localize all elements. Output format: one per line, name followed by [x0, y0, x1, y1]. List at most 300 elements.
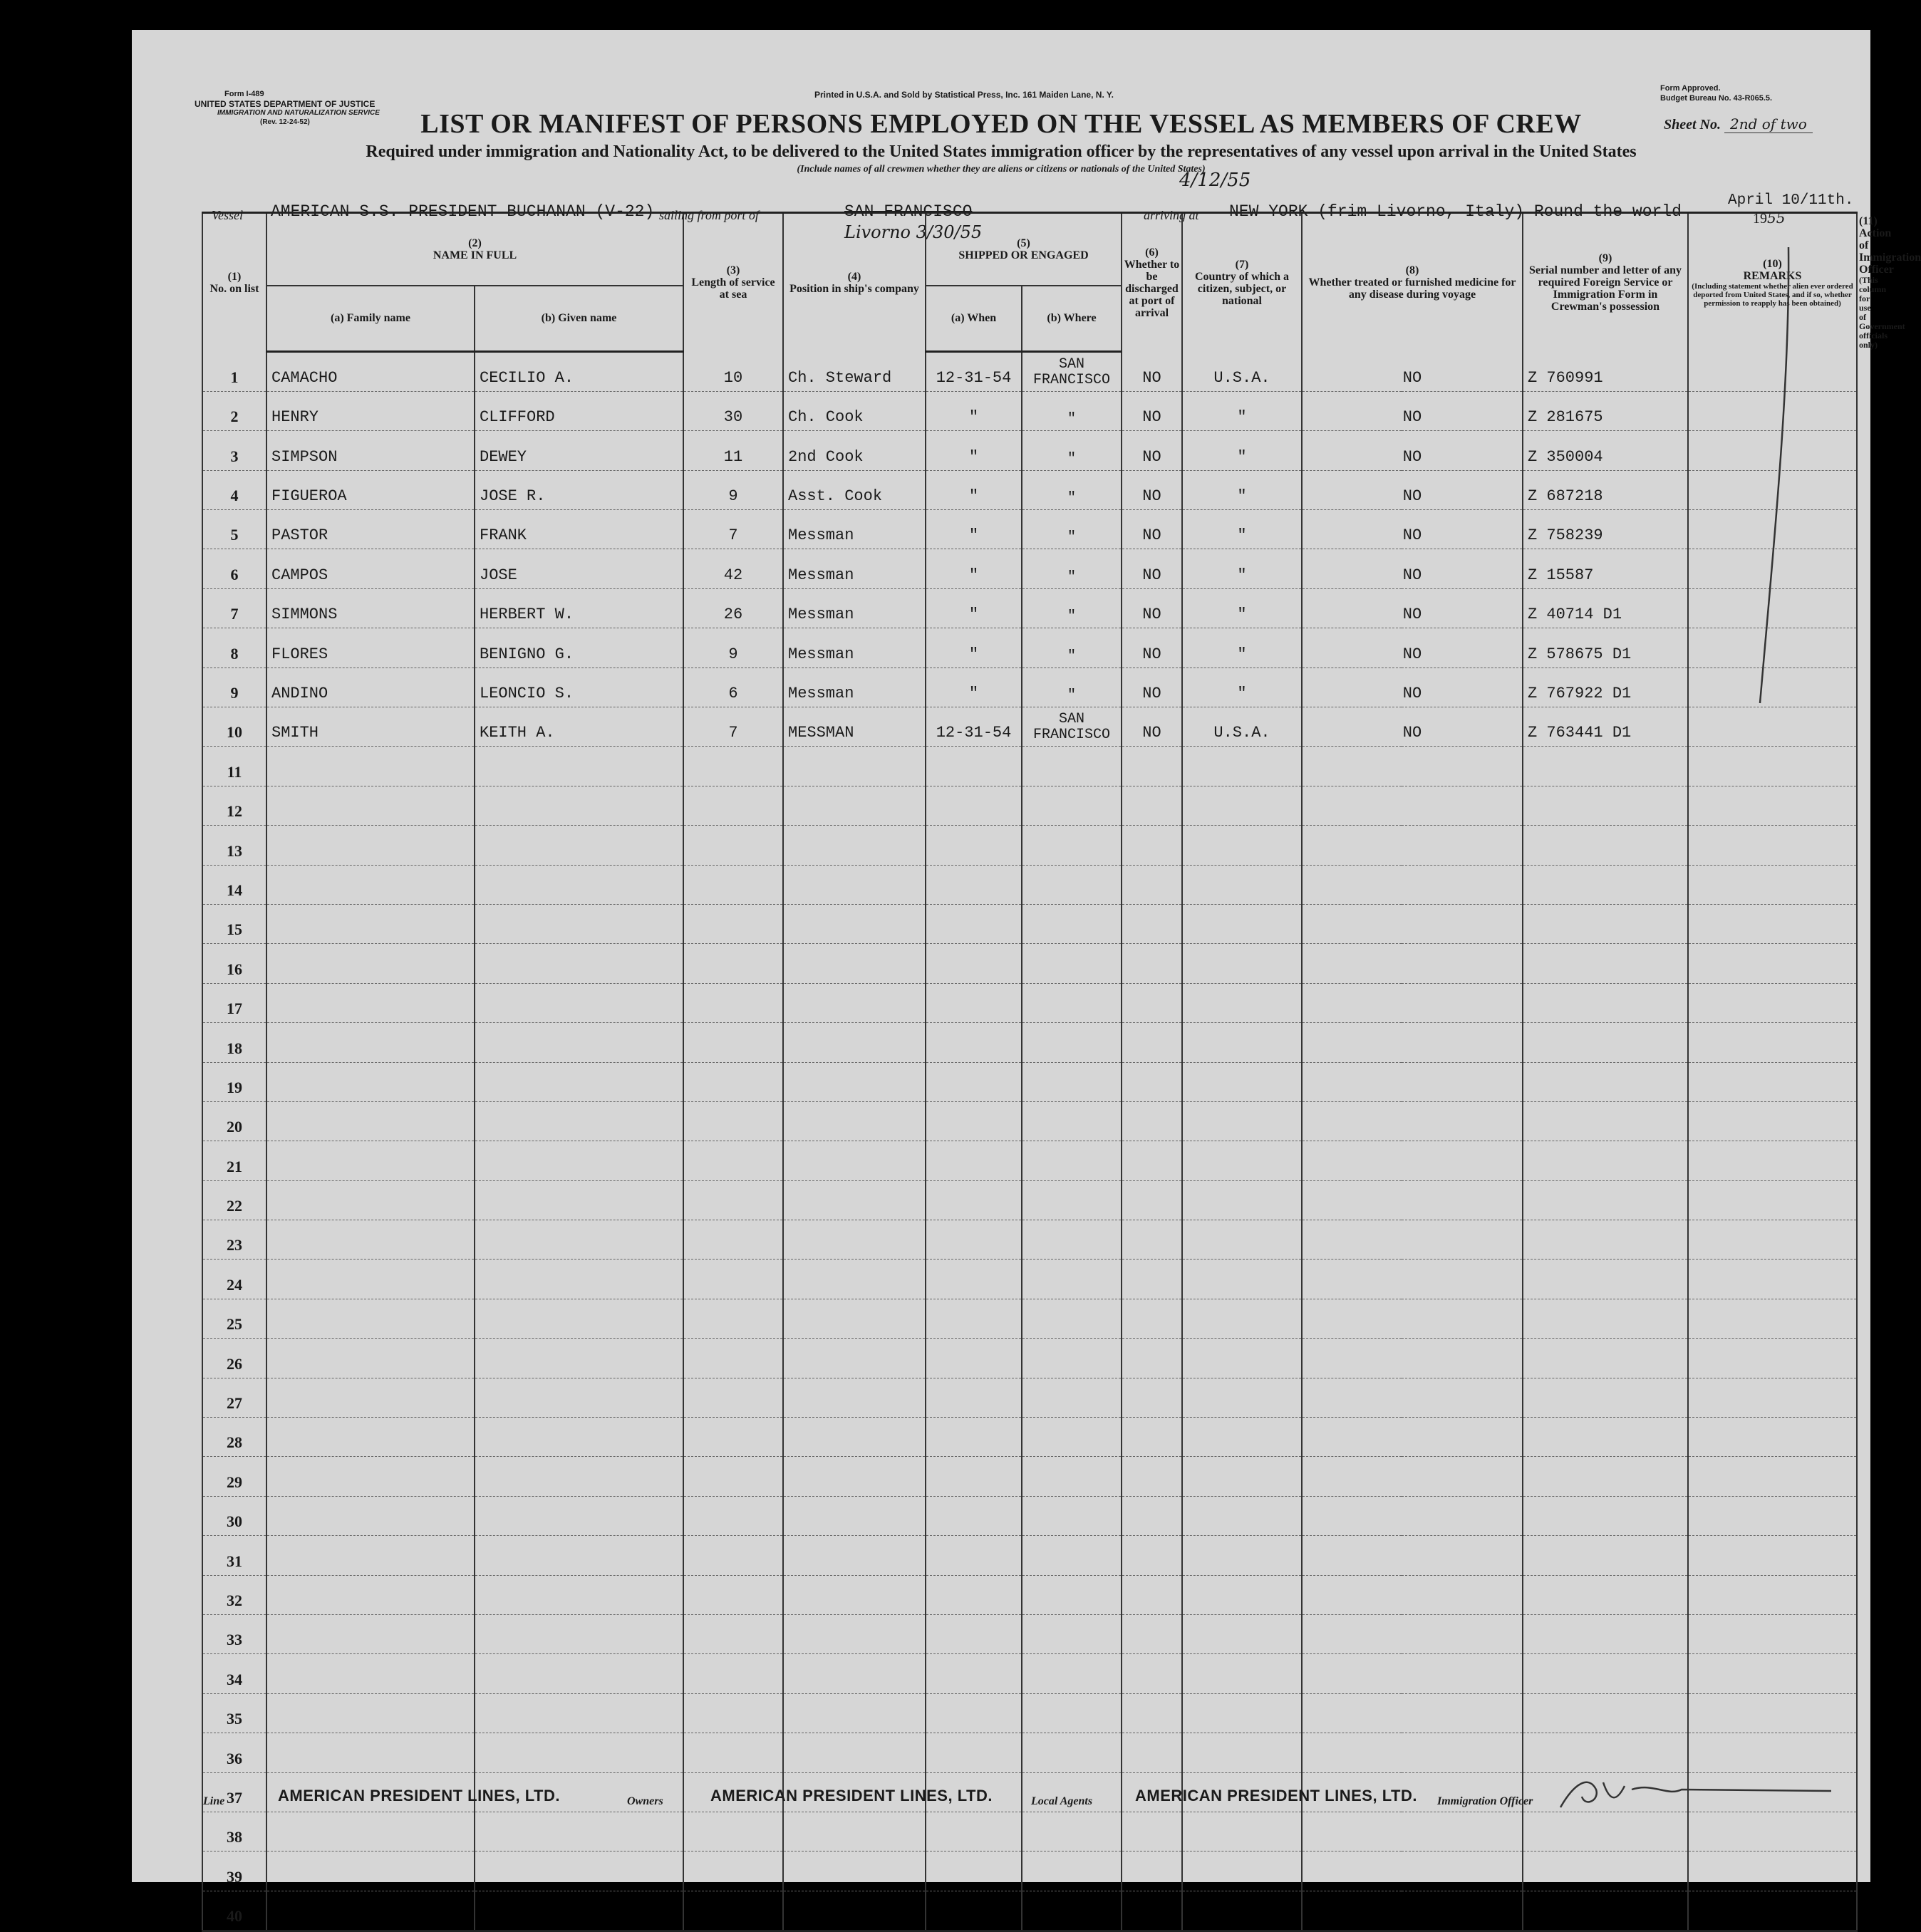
- shipped-where-cell: ": [1022, 510, 1122, 549]
- family-name-cell: [266, 1101, 475, 1141]
- remarks-cell: [1688, 747, 1857, 786]
- serial-cell: [1523, 1693, 1688, 1733]
- row-number: 19: [202, 1062, 266, 1101]
- position-cell: [783, 1733, 926, 1772]
- col-header-discharged: (6) Whether to be discharged at port of arrival: [1122, 213, 1182, 352]
- treated-cell: [1302, 1260, 1523, 1299]
- position-cell: [783, 1812, 926, 1851]
- serial-cell: [1523, 1220, 1688, 1260]
- given-name-cell: [475, 1141, 683, 1180]
- service-cell: [683, 1575, 783, 1614]
- position-cell: [783, 1299, 926, 1338]
- row-number: 15: [202, 904, 266, 943]
- country-cell: [1182, 1378, 1302, 1417]
- discharge-cell: NO: [1122, 431, 1182, 470]
- service-cell: [683, 1812, 783, 1851]
- row-number: 11: [202, 747, 266, 786]
- position-cell: [783, 1260, 926, 1299]
- service-cell: [683, 983, 783, 1022]
- service-cell: 30: [683, 391, 783, 430]
- remarks-cell: [1688, 1615, 1857, 1654]
- serial-cell: [1523, 1496, 1688, 1535]
- country-cell: [1182, 1457, 1302, 1496]
- treated-cell: [1302, 1101, 1523, 1141]
- position-cell: [783, 865, 926, 904]
- row-number: 24: [202, 1260, 266, 1299]
- discharge-cell: [1122, 1615, 1182, 1654]
- col-header-where: (b) Where: [1022, 286, 1122, 351]
- family-name-cell: [266, 1575, 475, 1614]
- shipped-where-cell: [1022, 747, 1122, 786]
- position-cell: Messman: [783, 549, 926, 588]
- treated-cell: NO: [1302, 588, 1523, 628]
- discharge-cell: [1122, 1141, 1182, 1180]
- col-header-given-name: (b) Given name: [475, 286, 683, 351]
- remarks-cell: [1688, 1101, 1857, 1141]
- position-cell: [783, 1101, 926, 1141]
- discharge-cell: [1122, 1852, 1182, 1891]
- position-cell: [783, 1615, 926, 1654]
- discharge-cell: [1122, 1536, 1182, 1575]
- remarks-cell: [1688, 826, 1857, 865]
- col-header-service: (3) Length of service at sea: [683, 213, 783, 352]
- printer-line: Printed in U.S.A. and Sold by Statistical Press, Inc. 161 Maiden Lane, N. Y.: [814, 90, 1114, 100]
- country-cell: [1182, 1260, 1302, 1299]
- col-header-position: (4) Position in ship's company: [783, 213, 926, 352]
- remarks-cell: [1688, 1536, 1857, 1575]
- shipped-where-cell: [1022, 1378, 1122, 1417]
- country-cell: ": [1182, 588, 1302, 628]
- row-number: 27: [202, 1378, 266, 1417]
- shipped-where-cell: [1022, 1180, 1122, 1220]
- shipped-where-cell: [1022, 1220, 1122, 1260]
- remarks-cell: [1688, 865, 1857, 904]
- discharge-cell: [1122, 786, 1182, 825]
- given-name-cell: FRANK: [475, 510, 683, 549]
- treated-cell: [1302, 747, 1523, 786]
- shipped-where-cell: [1022, 1615, 1122, 1654]
- serial-cell: [1523, 1101, 1688, 1141]
- given-name-cell: JOSE R.: [475, 470, 683, 509]
- remarks-cell: [1688, 983, 1857, 1022]
- treated-cell: [1302, 1378, 1523, 1417]
- col-header-no: (1) No. on list: [202, 213, 266, 352]
- crew-rows: [202, 351, 1857, 1931]
- table-row: [202, 1891, 1857, 1931]
- country-cell: [1182, 1852, 1302, 1891]
- shipped-when-cell: [926, 944, 1022, 983]
- given-name-cell: [475, 1260, 683, 1299]
- shipped-where-cell: [1022, 1418, 1122, 1457]
- family-name-cell: [266, 1418, 475, 1457]
- country-cell: ": [1182, 391, 1302, 430]
- vessel-label: Vessel: [212, 208, 243, 222]
- table-row: [202, 470, 1857, 509]
- position-cell: [783, 1418, 926, 1457]
- row-number: 18: [202, 1023, 266, 1062]
- treated-cell: [1302, 1418, 1523, 1457]
- country-cell: [1182, 1299, 1302, 1338]
- treated-cell: [1302, 1023, 1523, 1062]
- shipped-where-cell: [1022, 1852, 1122, 1891]
- row-number: 10: [202, 707, 266, 747]
- remarks-cell: [1688, 944, 1857, 983]
- row-number: 34: [202, 1654, 266, 1693]
- given-name-cell: [475, 1812, 683, 1851]
- row-number: 6: [202, 549, 266, 588]
- col-header-when: (a) When: [926, 286, 1022, 351]
- position-cell: [783, 1536, 926, 1575]
- col-header-name: (2) NAME IN FULL: [266, 213, 683, 286]
- treated-cell: [1302, 1891, 1523, 1931]
- check-mark-column: [1746, 240, 1831, 710]
- year-prefix: 19: [1753, 211, 1767, 227]
- handwritten-port-note: Livorno 3/30/55: [844, 222, 983, 242]
- shipped-where-cell: [1022, 904, 1122, 943]
- treated-cell: NO: [1302, 510, 1523, 549]
- given-name-cell: [475, 983, 683, 1022]
- family-name-cell: [266, 1180, 475, 1220]
- discharge-cell: [1122, 865, 1182, 904]
- family-name-cell: [266, 1260, 475, 1299]
- year-value: 55: [1767, 209, 1786, 227]
- country-cell: ": [1182, 431, 1302, 470]
- serial-cell: [1523, 786, 1688, 825]
- service-cell: 11: [683, 431, 783, 470]
- given-name-cell: [475, 1299, 683, 1338]
- position-cell: Ch. Cook: [783, 391, 926, 430]
- remarks-cell: [1688, 1457, 1857, 1496]
- service-cell: 10: [683, 351, 783, 391]
- service-cell: [683, 1180, 783, 1220]
- arriving-port: NEW YORK (frim Livorno, Italy) Round the world: [1229, 202, 1682, 221]
- discharge-cell: [1122, 1260, 1182, 1299]
- table-row: [202, 391, 1857, 430]
- family-name-cell: [266, 1378, 475, 1417]
- country-cell: [1182, 1654, 1302, 1693]
- remarks-cell: [1688, 786, 1857, 825]
- serial-cell: Z 40714 D1: [1523, 588, 1688, 628]
- shipped-where-cell: [1022, 865, 1122, 904]
- treated-cell: NO: [1302, 549, 1523, 588]
- row-number: 4: [202, 470, 266, 509]
- position-cell: [783, 1062, 926, 1101]
- row-number: 13: [202, 826, 266, 865]
- discharge-cell: [1122, 1378, 1182, 1417]
- shipped-when-cell: [926, 1062, 1022, 1101]
- given-name-cell: [475, 1101, 683, 1141]
- given-name-cell: [475, 747, 683, 786]
- service-cell: 42: [683, 549, 783, 588]
- shipped-when-cell: [926, 826, 1022, 865]
- treated-cell: [1302, 1339, 1523, 1378]
- serial-cell: Z 767922 D1: [1523, 668, 1688, 707]
- country-cell: [1182, 747, 1302, 786]
- shipped-when-cell: [926, 1654, 1022, 1693]
- shipped-where-cell: ": [1022, 668, 1122, 707]
- serial-cell: [1523, 1260, 1688, 1299]
- service-cell: [683, 1023, 783, 1062]
- remarks-cell: [1688, 1693, 1857, 1733]
- shipped-where-cell: [1022, 983, 1122, 1022]
- service-cell: [683, 786, 783, 825]
- position-cell: Messman: [783, 510, 926, 549]
- serial-cell: [1523, 747, 1688, 786]
- shipped-when-cell: ": [926, 628, 1022, 668]
- shipped-where-cell: ": [1022, 549, 1122, 588]
- position-cell: [783, 747, 926, 786]
- serial-cell: [1523, 983, 1688, 1022]
- family-name-cell: FIGUEROA: [266, 470, 475, 509]
- position-cell: [783, 1180, 926, 1220]
- position-cell: [783, 1654, 926, 1693]
- family-name-cell: SMITH: [266, 707, 475, 747]
- table-row: [202, 1418, 1857, 1457]
- agents-value: AMERICAN PRESIDENT LINES, LTD.: [1135, 1787, 1417, 1804]
- shipped-when-cell: ": [926, 588, 1022, 628]
- service-cell: [683, 944, 783, 983]
- treated-cell: [1302, 1575, 1523, 1614]
- family-name-cell: [266, 1339, 475, 1378]
- shipped-when-cell: [926, 1378, 1022, 1417]
- treated-cell: [1302, 1693, 1523, 1733]
- country-cell: [1182, 1141, 1302, 1180]
- discharge-cell: [1122, 1496, 1182, 1535]
- shipped-when-cell: ": [926, 470, 1022, 509]
- serial-cell: [1523, 1654, 1688, 1693]
- position-cell: [783, 1496, 926, 1535]
- family-name-cell: [266, 1693, 475, 1733]
- line-label: Line: [203, 1795, 225, 1807]
- position-cell: [783, 1339, 926, 1378]
- row-number: 39: [202, 1852, 266, 1891]
- row-number: 35: [202, 1693, 266, 1733]
- discharge-cell: [1122, 1339, 1182, 1378]
- revision: (Rev. 12-24-52): [260, 118, 310, 126]
- family-name-cell: [266, 747, 475, 786]
- discharge-cell: [1122, 1062, 1182, 1101]
- shipped-where-cell: [1022, 1339, 1122, 1378]
- serial-cell: [1523, 1575, 1688, 1614]
- serial-cell: [1523, 1378, 1688, 1417]
- country-cell: [1182, 1891, 1302, 1931]
- position-cell: [783, 1457, 926, 1496]
- treated-cell: [1302, 1852, 1523, 1891]
- given-name-cell: [475, 1023, 683, 1062]
- shipped-where-cell: [1022, 1654, 1122, 1693]
- shipped-where-cell: [1022, 1693, 1122, 1733]
- serial-cell: [1523, 1141, 1688, 1180]
- treated-cell: NO: [1302, 431, 1523, 470]
- form-approved: Form Approved.: [1660, 84, 1721, 93]
- service-cell: [683, 1852, 783, 1891]
- shipped-when-cell: [926, 983, 1022, 1022]
- given-name-cell: [475, 786, 683, 825]
- shipped-where-cell: [1022, 786, 1122, 825]
- discharge-cell: NO: [1122, 668, 1182, 707]
- given-name-cell: BENIGNO G.: [475, 628, 683, 668]
- family-name-cell: [266, 1733, 475, 1772]
- family-name-cell: [266, 944, 475, 983]
- family-name-cell: [266, 1457, 475, 1496]
- country-cell: [1182, 1220, 1302, 1260]
- family-name-cell: [266, 1891, 475, 1931]
- position-cell: [783, 1220, 926, 1260]
- country-cell: [1182, 1180, 1302, 1220]
- row-number: 32: [202, 1575, 266, 1614]
- shipped-when-cell: [926, 747, 1022, 786]
- service-cell: [683, 904, 783, 943]
- serial-cell: Z 687218: [1523, 470, 1688, 509]
- country-cell: U.S.A.: [1182, 707, 1302, 747]
- table-row: [202, 1852, 1857, 1891]
- crew-table: (1) No. on list (2) NAME IN FULL (3) Length of service at sea (4) Position in ship's company (5) SHIPPED OR ENGAGED (6) Whether to be discharged at port of arrival (7) Country of which a citizen, subject, or national (8) Whether treated or furnished medicine for any disease during voyage (9) Serial number and letter of any required Foreign Service or Immigration Form in Crewman's possession (10) REMARKS (Including statement whether alien ever ordered deported from United States, and if so, whether permission to reapply has been obtained) (11) Action of Immigration Officer (This column for use of Government officials only) (a) Family name (b) Given name (a) When (b) Where 1 CAMACHO CECILIO A. 10 Ch. Steward 12-31-54 SAN FRANCISCO NO U.S.A. NO Z 760991 2 HENRY CLIFFORD 30 Ch. Cook " " NO " NO Z 281675 3 SIMPSON DEWEY 11 2nd Cook " " NO " NO Z 350004 4 FIGUEROA JOSE R. 9 Asst. Cook " " NO " NO Z 687218 5 PASTOR FRANK 7 Messman " " NO " NO Z 758239 6 CAMPOS JOSE 42 Messman " " NO " NO Z 15587 7 SIMMONS HERBERT W. 26 Messman " " NO " NO Z 40714 D1 8 FLORES BENIGNO G. 9 Messman " " NO " NO Z 578675 D1 9 ANDINO LEONCIO S. 6 Messman " " NO " NO Z 767922 D1 10 SMITH KEITH A. 7 MESSMAN 12-31-54 SAN FRANCISCO NO U.S.A. NO Z 763441 D1 11 12 13 14 15 16 17 18 19 20 21 22 23 24 25 26 27 28 29 30 31 32 33 34 35 36 37 38 39 40: [202, 212, 1858, 1932]
- table-row: [202, 786, 1857, 825]
- table-row: [202, 707, 1857, 747]
- treated-cell: [1302, 904, 1523, 943]
- discharge-cell: NO: [1122, 628, 1182, 668]
- serial-cell: [1523, 865, 1688, 904]
- remarks-cell: [1688, 1023, 1857, 1062]
- table-row: [202, 628, 1857, 668]
- remarks-cell: [1688, 1378, 1857, 1417]
- serial-cell: [1523, 1023, 1688, 1062]
- treated-cell: NO: [1302, 707, 1523, 747]
- service-cell: [683, 1693, 783, 1733]
- treated-cell: [1302, 1733, 1523, 1772]
- given-name-cell: [475, 1180, 683, 1220]
- table-row: [202, 1180, 1857, 1220]
- given-name-cell: JOSE: [475, 549, 683, 588]
- treated-cell: [1302, 1141, 1523, 1180]
- form-subtitle: Required under immigration and Nationality Act, to be delivered to the United States immigration officer by the representatives of any vessel upon arrival in the United States: [366, 142, 1637, 161]
- service-cell: 9: [683, 628, 783, 668]
- table-row: [202, 1220, 1857, 1260]
- service-cell: [683, 1418, 783, 1457]
- family-name-cell: [266, 1220, 475, 1260]
- shipped-when-cell: ": [926, 391, 1022, 430]
- col-header-serial: (9) Serial number and letter of any required Foreign Service or Immigration Form in Crewman's possession: [1523, 213, 1688, 352]
- country-cell: [1182, 786, 1302, 825]
- family-name-cell: [266, 1062, 475, 1101]
- country-cell: [1182, 865, 1302, 904]
- row-number: 30: [202, 1496, 266, 1535]
- serial-cell: Z 760991: [1523, 351, 1688, 391]
- discharge-cell: [1122, 983, 1182, 1022]
- family-name-cell: CAMPOS: [266, 549, 475, 588]
- shipped-when-cell: [926, 1418, 1022, 1457]
- discharge-cell: [1122, 1575, 1182, 1614]
- shipped-when-cell: [926, 1733, 1022, 1772]
- form-number: Form I-489: [224, 90, 264, 98]
- table-row: [202, 549, 1857, 588]
- treated-cell: [1302, 1615, 1523, 1654]
- remarks-cell: [1688, 1891, 1857, 1931]
- discharge-cell: NO: [1122, 588, 1182, 628]
- position-cell: [783, 1378, 926, 1417]
- discharge-cell: [1122, 1101, 1182, 1141]
- shipped-where-cell: SAN FRANCISCO: [1022, 351, 1122, 391]
- country-cell: [1182, 1536, 1302, 1575]
- table-row: [202, 944, 1857, 983]
- service-cell: [683, 1536, 783, 1575]
- table-row: [202, 1141, 1857, 1180]
- given-name-cell: [475, 1615, 683, 1654]
- discharge-cell: [1122, 944, 1182, 983]
- table-row: [202, 1615, 1857, 1654]
- service-cell: [683, 1141, 783, 1180]
- shipped-when-cell: ": [926, 510, 1022, 549]
- family-name-cell: [266, 786, 475, 825]
- given-name-cell: [475, 1457, 683, 1496]
- service-cell: [683, 1891, 783, 1931]
- family-name-cell: CAMACHO: [266, 351, 475, 391]
- treated-cell: NO: [1302, 470, 1523, 509]
- sailing-port: SAN FRANCISCO: [844, 202, 973, 221]
- shipped-where-cell: ": [1022, 431, 1122, 470]
- treated-cell: [1302, 1457, 1523, 1496]
- country-cell: [1182, 944, 1302, 983]
- table-row: [202, 431, 1857, 470]
- treated-cell: [1302, 1496, 1523, 1535]
- given-name-cell: [475, 1496, 683, 1535]
- service-cell: [683, 1101, 783, 1141]
- remarks-cell: [1688, 1418, 1857, 1457]
- row-number: 37: [202, 1772, 266, 1812]
- remarks-cell: [1688, 1180, 1857, 1220]
- sheet-label: Sheet No.: [1664, 117, 1721, 133]
- serial-cell: [1523, 1062, 1688, 1101]
- given-name-cell: [475, 904, 683, 943]
- table-row: [202, 983, 1857, 1022]
- remarks-cell: [1688, 1496, 1857, 1535]
- serial-cell: [1523, 904, 1688, 943]
- discharge-cell: [1122, 1891, 1182, 1931]
- table-row: [202, 1378, 1857, 1417]
- col-header-family-name: (a) Family name: [266, 286, 475, 351]
- shipped-where-cell: [1022, 1260, 1122, 1299]
- country-cell: [1182, 1733, 1302, 1772]
- shipped-when-cell: [926, 1812, 1022, 1851]
- serial-cell: [1523, 1891, 1688, 1931]
- row-number: 21: [202, 1141, 266, 1180]
- table-row: [202, 1693, 1857, 1733]
- family-name-cell: [266, 1852, 475, 1891]
- treated-cell: [1302, 826, 1523, 865]
- position-cell: [783, 904, 926, 943]
- family-name-cell: SIMPSON: [266, 431, 475, 470]
- discharge-cell: [1122, 1693, 1182, 1733]
- position-cell: [783, 786, 926, 825]
- serial-cell: [1523, 1418, 1688, 1457]
- given-name-cell: [475, 1220, 683, 1260]
- service-cell: 9: [683, 470, 783, 509]
- given-name-cell: [475, 1339, 683, 1378]
- arrival-date: April 10/11th.: [1728, 192, 1854, 209]
- col-header-treated: (8) Whether treated or furnished medicine for any disease during voyage: [1302, 213, 1523, 352]
- discharge-cell: [1122, 1299, 1182, 1338]
- service: IMMIGRATION AND NATURALIZATION SERVICE: [217, 109, 380, 117]
- handwritten-date-note: 4/12/55: [1179, 170, 1251, 191]
- discharge-cell: [1122, 747, 1182, 786]
- country-cell: [1182, 1496, 1302, 1535]
- discharge-cell: NO: [1122, 510, 1182, 549]
- family-name-cell: [266, 826, 475, 865]
- row-number: 25: [202, 1299, 266, 1338]
- row-number: 1: [202, 351, 266, 391]
- shipped-where-cell: [1022, 826, 1122, 865]
- given-name-cell: CECILIO A.: [475, 351, 683, 391]
